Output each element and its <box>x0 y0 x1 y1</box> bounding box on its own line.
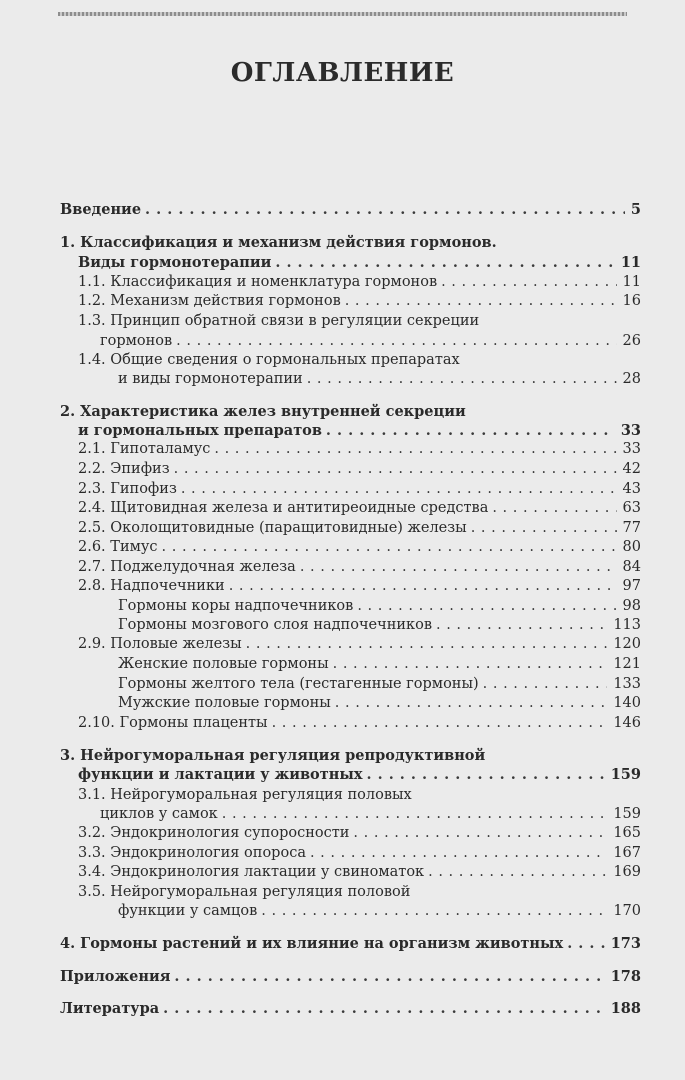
top-rule <box>58 12 627 16</box>
toc-entry-text: 3.4. Эндокринология лактации у свиноматок <box>78 864 425 880</box>
toc-leader-dots <box>261 902 607 920</box>
toc-page-number: 11 <box>620 254 641 271</box>
toc-entry-text: 1.4. Общие сведения о гормональных препаратах <box>78 352 460 368</box>
toc-line <box>0 577 685 595</box>
toc-page-number: 170 <box>613 903 641 919</box>
toc-line <box>0 292 685 310</box>
toc-leader-dots <box>335 694 608 712</box>
toc-page-number: 120 <box>613 636 641 652</box>
toc-entry-text: функции у самцов <box>118 903 258 919</box>
toc-page-number: 188 <box>610 1000 641 1017</box>
toc-leader-dots <box>162 538 617 556</box>
toc-line <box>0 616 685 634</box>
toc-leader-dots <box>357 597 616 615</box>
toc-leader-dots <box>246 635 608 653</box>
toc-line <box>0 655 685 673</box>
toc-line <box>0 558 685 576</box>
toc-line <box>0 480 685 498</box>
toc-leader-dots <box>471 519 617 537</box>
toc-leader-dots <box>345 292 617 310</box>
toc-page-number: 16 <box>622 293 641 309</box>
toc-line <box>0 460 685 478</box>
toc-page-number: 33 <box>620 422 641 439</box>
toc-entry-text: 2.2. Эпифиз <box>78 461 170 477</box>
toc-line <box>0 403 685 421</box>
toc-entry-text: Приложения <box>60 968 171 985</box>
toc-line <box>0 824 685 842</box>
toc-page-number: 121 <box>613 656 641 672</box>
toc-line <box>0 312 685 330</box>
toc-page-number: 5 <box>630 201 641 218</box>
toc-leader-dots <box>163 1000 605 1018</box>
toc-leader-dots <box>307 370 617 388</box>
toc-page-number: 173 <box>610 935 641 952</box>
toc-line <box>0 1000 685 1018</box>
toc-entry-text: 3.1. Нейрогуморальная регуляция половых <box>78 787 412 803</box>
toc-entry-text: Виды гормонотерапии <box>78 254 272 271</box>
toc-leader-dots <box>483 675 608 693</box>
toc-entry-text: 3.3. Эндокринология опороса <box>78 845 306 861</box>
toc-page-number: 11 <box>622 274 641 290</box>
toc-entry-text: 1. Классификация и механизм действия гормонов. <box>60 234 497 251</box>
toc-page-number: 26 <box>622 333 641 349</box>
toc-entry-text: 2.9. Половые железы <box>78 636 242 652</box>
toc-entry-text: 4. Гормоны растений и их влияние на организм животных <box>60 935 564 952</box>
toc-line <box>0 902 685 920</box>
toc-leader-dots <box>492 499 616 517</box>
toc-page-number: 28 <box>622 371 641 387</box>
toc-entry-text: 3.5. Нейрогуморальная регуляция половой <box>78 884 411 900</box>
toc-entry-text: 2.7. Поджелудочная железа <box>78 559 296 575</box>
toc-entry-text: Литература <box>60 1000 160 1017</box>
toc-leader-dots <box>275 254 614 272</box>
toc-page-number: 140 <box>613 695 641 711</box>
toc-entry-text: 2.3. Гипофиз <box>78 481 177 497</box>
toc-entry-text: 1.3. Принцип обратной связи в регуляции секреции <box>78 313 480 329</box>
toc-leader-dots <box>174 460 617 478</box>
toc-page-number: 77 <box>622 520 641 536</box>
toc-line <box>0 935 685 953</box>
toc-line <box>0 883 685 901</box>
toc-page-number: 97 <box>622 578 641 594</box>
toc-entry-text: 2.4. Щитовидная железа и антитиреоидные средства <box>78 500 489 516</box>
toc-line <box>0 234 685 252</box>
page-title: ОГЛАВЛЕНИЕ <box>230 58 455 88</box>
toc-line <box>0 968 685 986</box>
toc-line <box>0 714 685 732</box>
toc-leader-dots <box>222 805 608 823</box>
toc-entry-text: 2.10. Гормоны плаценты <box>78 715 268 731</box>
toc-page-number: 167 <box>613 845 641 861</box>
toc-page-number: 159 <box>613 806 641 822</box>
toc-entry-text: Женские половые гормоны <box>118 656 329 672</box>
toc-line <box>0 747 685 765</box>
toc-leader-dots <box>214 440 616 458</box>
toc-leader-dots <box>326 422 615 440</box>
toc-entry-text: 3.2. Эндокринология супоросности <box>78 825 350 841</box>
toc-line <box>0 370 685 388</box>
toc-entry-text: гормонов <box>100 333 173 349</box>
toc-line <box>0 635 685 653</box>
toc-entry-text: Введение <box>60 201 142 218</box>
toc-line <box>0 675 685 693</box>
toc-page-number: 146 <box>613 715 641 731</box>
toc-line <box>0 351 685 369</box>
toc-line <box>0 786 685 804</box>
toc-page-number: 133 <box>613 676 641 692</box>
toc-line <box>0 805 685 823</box>
toc-leader-dots <box>181 480 617 498</box>
toc-line <box>0 422 685 440</box>
toc-page-number: 42 <box>622 461 641 477</box>
toc-page-number: 33 <box>622 441 641 457</box>
toc-entry-text: Гормоны желтого тела (гестагенные гормоны) <box>118 676 479 692</box>
toc-leader-dots <box>367 766 605 784</box>
toc-entry-text: Гормоны коры надпочечников <box>118 598 354 614</box>
toc-entry-text: 2.1. Гипоталамус <box>78 441 211 457</box>
toc-page-number: 84 <box>622 559 641 575</box>
toc-line <box>0 694 685 712</box>
toc-entry-text: циклов у самок <box>100 806 218 822</box>
toc-leader-dots <box>300 558 617 576</box>
toc-entry-text: Гормоны мозгового слоя надпочечников <box>118 617 432 633</box>
toc-entry-text: и виды гормонотерапии <box>118 371 303 387</box>
toc-page-number: 113 <box>613 617 641 633</box>
toc-line <box>0 863 685 881</box>
toc-entry-text: 1.1. Классификация и номенклатура гормонов <box>78 274 438 290</box>
toc-leader-dots <box>441 273 616 291</box>
toc-line <box>0 538 685 556</box>
toc-page-number: 169 <box>613 864 641 880</box>
toc-entry-text: 2.5. Околощитовидные (паращитовидные) железы <box>78 520 467 536</box>
toc-line <box>0 332 685 350</box>
toc-page-number: 43 <box>622 481 641 497</box>
toc-line <box>0 499 685 517</box>
toc-line <box>0 597 685 615</box>
toc-entry-text: функции и лактации у животных <box>78 766 363 783</box>
toc-leader-dots <box>333 655 608 673</box>
toc-entry-text: Мужские половые гормоны <box>118 695 331 711</box>
toc-leader-dots <box>174 968 604 986</box>
toc-entry-text: 3. Нейрогуморальная регуляция репродуктивной <box>60 747 486 764</box>
toc-line <box>0 844 685 862</box>
toc-page-number: 80 <box>622 539 641 555</box>
toc-page-number: 159 <box>610 766 641 783</box>
toc-page-number: 63 <box>622 500 641 516</box>
toc-line <box>0 273 685 291</box>
toc-line <box>0 766 685 784</box>
toc-entry-text: 2.8. Надпочечники <box>78 578 225 594</box>
toc-leader-dots <box>310 844 607 862</box>
toc-page-number: 98 <box>622 598 641 614</box>
toc-leader-dots <box>272 714 608 732</box>
toc-entry-text: и гормональных препаратов <box>78 422 322 439</box>
toc-line <box>0 254 685 272</box>
toc-leader-dots <box>436 616 607 634</box>
toc-entry-text: 2.6. Тимус <box>78 539 158 555</box>
toc-leader-dots <box>145 201 625 219</box>
toc-page-number: 165 <box>613 825 641 841</box>
toc-leader-dots <box>176 332 616 350</box>
toc-page-number: 178 <box>610 968 641 985</box>
toc-entry-text: 2. Характеристика желез внутренней секреции <box>60 403 466 420</box>
toc-entry-text: 1.2. Механизм действия гормонов <box>78 293 341 309</box>
toc-line <box>0 201 685 219</box>
toc-leader-dots <box>353 824 607 842</box>
toc-leader-dots <box>229 577 617 595</box>
toc-leader-dots <box>567 935 605 953</box>
toc-leader-dots <box>428 863 607 881</box>
toc-line <box>0 519 685 537</box>
toc-line <box>0 440 685 458</box>
